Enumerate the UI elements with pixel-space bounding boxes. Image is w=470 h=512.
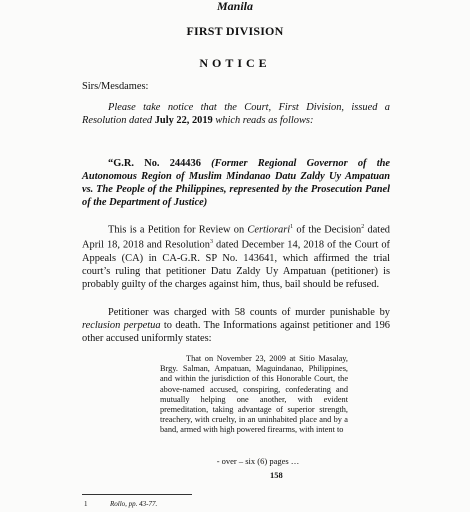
salutation: Sirs/Mesdames: — [82, 81, 149, 92]
para1-text-c: dated April 18, 2018 and Resolution — [82, 224, 390, 251]
paragraph-petition — [82, 221, 390, 291]
footnote-ref-2: 2 — [361, 224, 365, 230]
footnote-divider — [82, 494, 192, 495]
page-number: 158 — [270, 470, 283, 480]
continuation-note: - over – six (6) pages … — [216, 456, 300, 466]
para1-text-b: of the Decision — [293, 224, 362, 236]
case-parties: (Former Regional Governor of the Autonomous Region of Muslim Mindanao Datu Zaldy Uy Ampatuan vs. The People of the Philippines, represented by the Prosecution Panel of the Department of Justice) — [82, 158, 391, 208]
para2-text-a: Petitioner was charged with 58 counts of murder punishable by — [108, 307, 390, 318]
para1-text-d: dated December 14, 2018 of the Court of Appeals (CA) in CA-G.R. SP No. 143641, which affirmed the trial court’s ruling that petitioner Datu Zaldy Uy Ampatuan (petitioner) is probably guilty of the charges against him, thus, bail should be refused. — [82, 239, 391, 290]
footnote-number: 1 — [84, 500, 88, 508]
notice-title: NOTICE — [199, 56, 271, 70]
paragraph-charges — [82, 306, 390, 345]
para2-text-b: to death. The Informations against petitioner and 196 other accused uniformly states: — [82, 320, 390, 344]
resolution-date: July 22, 2019 — [154, 115, 213, 126]
footnote-ref-1: 1 — [290, 224, 294, 230]
intro-text: Please take notice that the Court, First Division, issued a Resolution dated — [82, 102, 390, 126]
division-heading: FIRST DIVISION — [186, 24, 284, 38]
certiorari-term: Certiorari — [247, 224, 291, 236]
case-caption — [82, 157, 390, 209]
footnote-ref-3: 3 — [209, 239, 213, 246]
reclusion-term: reclusion perpetua — [82, 320, 161, 331]
case-number: “G.R. No. 244436 — [108, 158, 201, 169]
footnote-text: Rollo, pp. 43-77. — [110, 500, 158, 508]
city-heading: Manila — [216, 0, 253, 13]
footnote — [84, 500, 284, 509]
information-quote: That on November 23, 2009 at Sitio Masalay, Brgy. Salman, Ampatuan, Maguindanao, Philippines, and within the jurisdiction of this Honorable Court, the above-named accused, conspiring, confederating and mutually helping one another, with evident premeditation, taking advantage of superior strength, treachery, with cruelty, in an uninhabited place and by a band, armed with high powered firearms, with intent to — [160, 354, 348, 435]
para1-text-a: This is a Petition for Review on — [108, 224, 248, 236]
intro-text-end: which reads as follows: — [212, 115, 314, 126]
intro-paragraph — [82, 101, 390, 127]
